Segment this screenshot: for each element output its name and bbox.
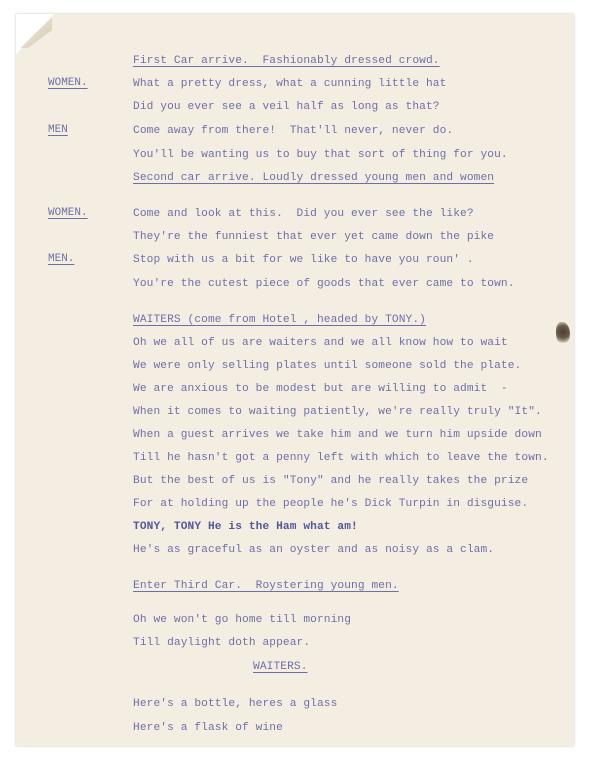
speaker-label-women: WOMEN.: [48, 77, 88, 89]
verse-line: We are anxious to be modest but are willing to admit -: [133, 383, 508, 395]
verse-line: Till daylight doth appear.: [133, 637, 311, 649]
verse-line: We were only selling plates until someone sold the plate.: [133, 360, 522, 372]
verse-line: You'll be wanting us to buy that sort of thing for you.: [133, 149, 508, 161]
stage-direction-line: Enter Third Car. Roystering young men.: [133, 580, 399, 592]
ink-blot-mark: [556, 322, 570, 344]
verse-line: You're the cutest piece of goods that ever came to town.: [133, 278, 515, 290]
stage-direction-line: WAITERS.: [253, 661, 308, 673]
verse-line: When it comes to waiting patiently, we're really truly "It".: [133, 406, 542, 418]
verse-line: Did you ever see a veil half as long as that?: [133, 101, 440, 113]
verse-line: When a guest arrives we take him and we turn him upside down: [133, 429, 542, 441]
verse-line: Stop with us a bit for we like to have you roun' .: [133, 254, 474, 266]
verse-line: Oh we all of us are waiters and we all know how to wait: [133, 337, 508, 349]
verse-line: Here's a bottle, heres a glass: [133, 698, 338, 710]
verse-line: Here's a flask of wine: [133, 722, 283, 734]
verse-line: Oh we won't go home till morning: [133, 614, 352, 626]
stage-direction-line: WAITERS (come from Hotel , headed by TONY.): [133, 314, 426, 326]
verse-line: What a pretty dress, what a cunning little hat: [133, 78, 447, 90]
verse-line: But the best of us is "Tony" and he really takes the prize: [133, 475, 529, 487]
verse-line: TONY, TONY He is the Ham what am!: [133, 521, 358, 533]
stage-direction-line: First Car arrive. Fashionably dressed crowd.: [133, 55, 440, 67]
verse-line: Come away from there! That'll never, never do.: [133, 125, 454, 137]
speaker-label-men: MEN.: [48, 253, 75, 265]
verse-line: They're the funniest that ever yet came down the pike: [133, 231, 495, 243]
verse-line: Come and look at this. Did you ever see the like?: [133, 208, 474, 220]
verse-line: Till he hasn't got a penny left with which to leave the town.: [133, 452, 549, 464]
verse-line: He's as graceful as an oyster and as noisy as a clam.: [133, 544, 495, 556]
stage-direction-line: Second car arrive. Loudly dressed young men and women: [133, 172, 495, 184]
speaker-label-women: WOMEN.: [48, 207, 88, 219]
verse-line: For at holding up the people he's Dick Turpin in disguise.: [133, 498, 529, 510]
speaker-label-men: MEN: [48, 124, 68, 136]
